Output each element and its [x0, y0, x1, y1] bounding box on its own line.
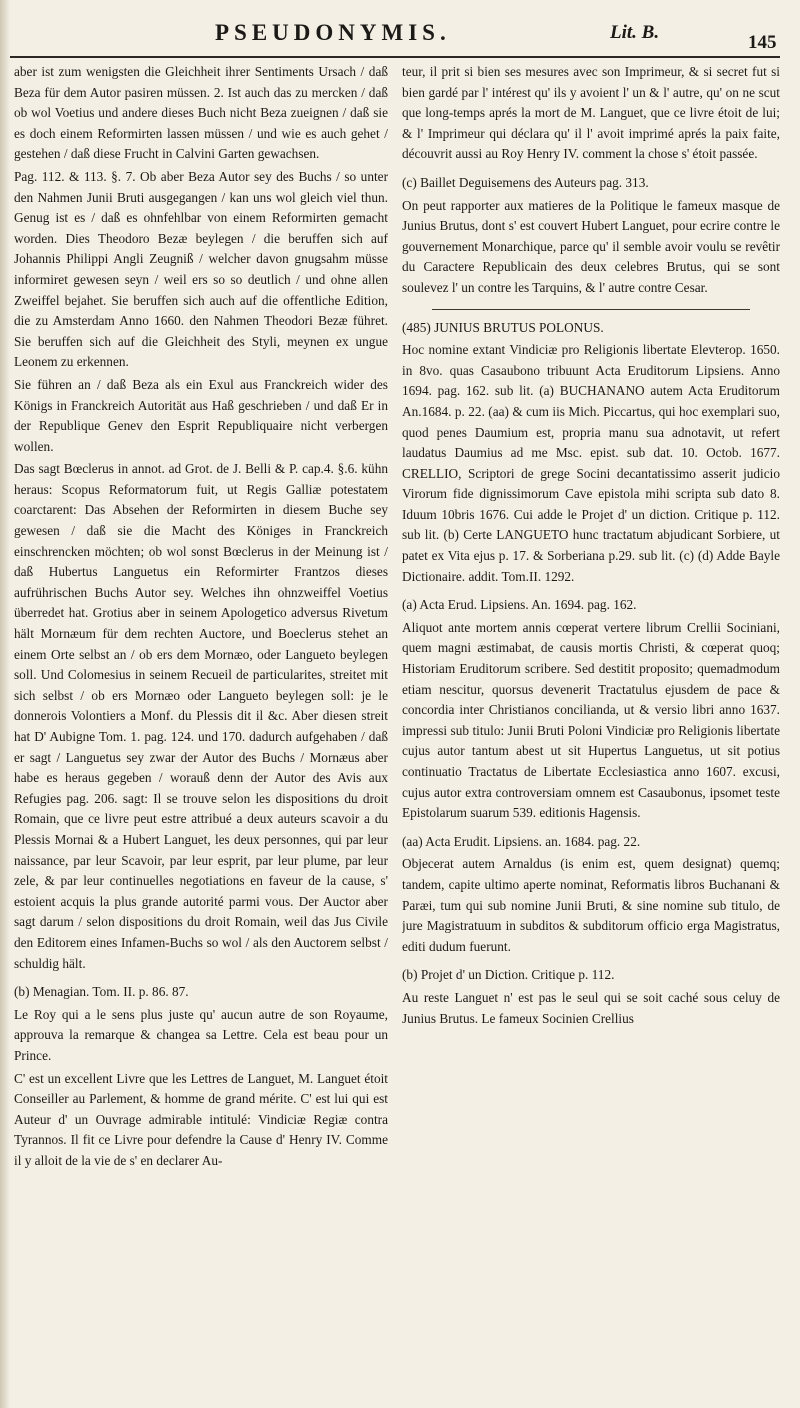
section-label: Lit. B.: [610, 22, 660, 43]
left-column: [14, 62, 388, 1402]
footnote-quote: teur, il prit si bien ses mesures avec son Imprimeur, & si secret fut si bien gardé par l' intérest qu' ils y avoient l' un & l' autre, qu' on ne scut que long-temps aprés la mort de M. Languet, que ce livre étoit de lui; & l' Imprimeur qui déclara qu' il l' avoit imprimé aprés la paix faite, découvrit aussi au Roy Henry IV. comment la chose s' étoit passée.: [402, 64, 780, 162]
footnote-reference: (b) Menagian. Tom. II. p. 86. 87.: [14, 984, 189, 1000]
footnote-quote: Le Roy qui a le sens plus juste qu' aucun autre de son Royaume, approuva la remarque & changea sa Lettre. Cela est beau pour un Prince.: [14, 1006, 388, 1063]
footnote-quote: Objecerat autem Arnaldus (is enim est, quem designat) quemq; tandem, capite ultimo aperte nominat, Reformatis libros Buchanani & Paræi, tum qui sub nomine Junii Bruti, & sine nomine sub titulo, de jure Magistratuum in subditos & subditorum officio erga Magistratus, editi dudum fuerunt.: [402, 856, 780, 954]
entry-divider: [432, 309, 750, 310]
binding-shadow: [0, 0, 10, 1408]
footnote-reference: (aa) Acta Erudit. Lipsiens. an. 1684. pag. 22.: [402, 833, 641, 849]
footnote-quote: C' est un excellent Livre que les Lettres de Languet, M. Languet étoit Conseiller au Parlement, & homme de grand mérite. C' est lui qui est Auteur d' un Ouvrage admirable intitulé: Vindiciæ Regiæ contra Tyrannos. Il fit ce Livre pour defendre la Cause d' Henry IV. Comme il y alloit de la vie de s' en declarer Au-: [14, 1070, 388, 1168]
page-number: 145: [748, 32, 777, 53]
paragraph: Sie führen an / daß Beza als ein Exul aus Franckreich wider des Königs in Franckreich Autorität aus Haß geschrieben / und daß Er in der Republique Genev den Esprit Republiquaire nicht verbergen wollen.: [14, 376, 388, 454]
footnote-quote: Aliquot ante mortem annis cœperat vertere librum Crellii Sociniani, quem magni æstimabat, de causis mortis Christi, & cœperat quoq; Historiam Eruditorum scribere. Sed destitit proposito; quemadmodum etiam nescitur, quorsus devenerit Tractatulus ejusdem de pace & concordia inter Christianos concilianda, ut & versio libri anno 1637. impressi sub titulo: Junii Bruti Poloni Vindiciæ pro Religionis libertate cujus autor tantum abest ut sit Hupertus Languetus, ut sit potius continuatio Tractatus de Libertate Ecclesiastica anno 1607. excusi, cujus autor extra controversiam omnem est Casaubonus, ipsomet teste Epistolarum suarum 539. editionis Hagensis.: [402, 619, 780, 821]
running-title: PSEUDONYMIS.: [215, 20, 451, 45]
header-rule: [10, 56, 780, 58]
footnote-quote: On peut rapporter aux matieres de la Politique le fameux masque de Junius Brutus, dont s' est couvert Hubert Languet, pour ecrire contre le gouvernement Monarchique, parce qu' il semble avoir voulu se revêtir du Caractere Republicain des deux celebres Brutus, qui se sont soulevez l' un contre les Tarquins, & l' autre contre Cesar.: [402, 197, 780, 295]
running-head: [0, 14, 800, 54]
entry-body: Hoc nomine extant Vindiciæ pro Religionis libertate Elevterop. 1650. in 8vo. quas Casaubono tribuunt Acta Eruditorum Lipsiens. Anno 1694. pag. 162. sub lit. (a) BUCHANANO autem Acta Eruditorum An.1684. p. 22. (aa) & cum iis Mich. Piccartus, qui hoc exemplari suo, quod penes Daumium est, propria manu sua adnotavit, ut refert laudatus Daumius ad me Msc. epist. sub dat. 10. Octob. 1677. CRELLIO, Scriptori de grege Socini decantatissimo asserit judicio Virorum fide dignissimorum Cave epistola mihi scripta sub dato 8. Iduum 10bris 1676. Cui adde le Projet d' un diction. Critique p. 112. sub lit. (b) Certe LANGUETO hunc tractatum abjudicant Sorbiere, ut patet ex Vita ejus p. 17. & Sorberiana p.29. sub lit. (c) (d) Adde Bayle Dictionaire. addit. Tom.II. 1292.: [402, 342, 780, 584]
footnote-quote: Au reste Languet n' est pas le seul qui se soit caché sous celuy de Junius Brutus. Le fameux Socinien Crellius: [402, 989, 780, 1026]
paragraph: aber ist zum wenigsten die Gleichheit ihrer Sentiments Ursach / daß Beza für dem Autor pasiren müssen. 2. Ist auch das zu mercken / daß ob wol Voetius und andere dieses Buch nicht Beza zueignen / daß sie es doch einem Reformirten lassen müssen / und wie es auch gehet / gestehen / daß diese Frucht in Calvini Garten gewachsen.: [14, 64, 388, 162]
footnote-reference: (b) Projet d' un Diction. Critique p. 112.: [402, 967, 615, 983]
footnote-reference: (a) Acta Erud. Lipsiens. An. 1694. pag. 162.: [402, 597, 637, 613]
paragraph: Das sagt Bœclerus in annot. ad Grot. de J. Belli & P. cap.4. §.6. kühn heraus: Scopus Reformatorum fuit, ut Regis Galliæ potestatem coarctarent: Das Absehen der Reformirten in diesem Buche sey gewesen / daß sie die Macht des Königes in Franckreich einschrencken möchten; ob wol sonst Bœclerus in der Meinung ist / daß Hubertus Languetus ein Reformirter Frantzos dieses aufrührischen Buchs Autor sey. Welches ihn ohnzweiffel Voetius überredet hat. Grotius aber in seinem Apologetico adversus Rivetum hält Mornæum für dem rechten Auctore, und Boeclerus stehet an einem Orte selbst an / ob ers dem Mornæo, oder Langueto beylegen soll. Und Colomesius in seinem Recueil de particularites, streitet mit sich selbst / ob ers Mornæo oder Langueto beylegen soll: je le donnerois Volontiers a Monf. du Plessis dit il &c. Aber diesen streit hat D' Aubigne Tom. 1. pag. 124. und 170. dadurch aufgehaben / daß er sagt / Languetus sey zwar der Autor des Buchs / Mornæus aber habe es heraus gegeben / worauß denn der Autor des Avis aux Refugies pag. 206. sagt: Il se trouve selon les dispositions du droit Romain, que ce livre peut estre attribué a deux auteurs scavoir a du Plessis Mornai & a Hubert Languet, les deux personnes, qui par leur naissance, par leur Scavoir, par leur esprit, par leur plume, par leur zele, & par leur continuelles negotiations en faveur de la cause, s' estoient acquis la plus grande autorité parmi vous. Der Auctor aber sagt darum / selon dispositions du droit Romain, weil das Jus Civile den Editorem eines Infamen-Buchs so wol / als den Auctorem selbst / schuldig hält.: [14, 461, 388, 971]
right-column: [402, 62, 780, 1402]
paragraph: Pag. 112. & 113. §. 7. Ob aber Beza Autor sey des Buchs / so unter den Nahmen Junii Bruti ausgegangen / kan uns wol gleich viel thun. Genug ist es / daß es ohnfehlbar von einem Reformirten gemacht worden. Dies Theodoro Bezæ beylegen / die beruffen sich auf Johannis Philippi Angli Zeugniß / welcher davon gnugsahm müsse informiret gewesen seyn / weil ers so so deutlich / und ohne allen Zweiffel bejahet. Sie beruffen sich auch auf die offentliche Edition, die zu Amsterdam Anno 1660. den Nahmen Theodori Bezæ führet. Sie beruffen sich auf die Gleichheit des Styli, meynen ex ungue Leonem zu erkennen.: [14, 168, 388, 370]
footnote-reference: (c) Baillet Deguisemens des Auteurs pag. 313.: [402, 174, 649, 190]
entry-heading: (485) JUNIUS BRUTUS POLONUS.: [402, 319, 604, 335]
